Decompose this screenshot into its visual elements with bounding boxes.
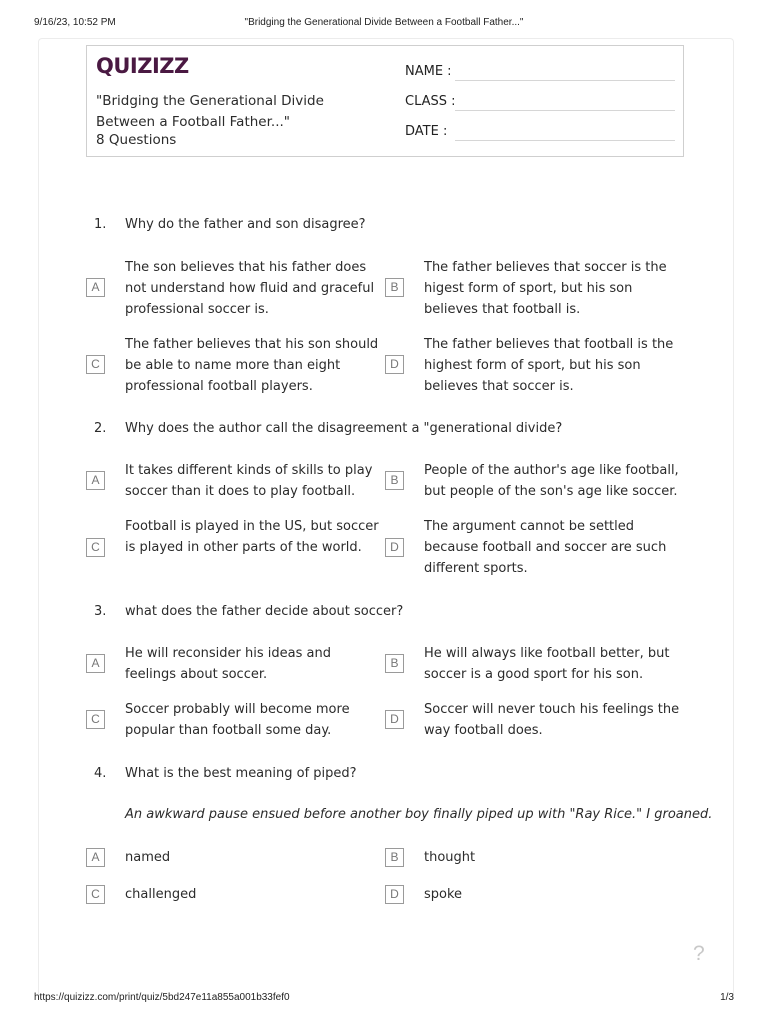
quiz-header <box>86 45 684 157</box>
print-page-title: "Bridging the Generational Divide Between a Football Father..." <box>244 17 524 28</box>
option-1b[interactable] <box>385 257 685 317</box>
date-field <box>405 124 675 144</box>
option-4c[interactable] <box>86 885 386 909</box>
option-letter-box: D <box>385 538 404 557</box>
option-text: The argument cannot be settled because football and soccer are such different sports. <box>424 519 667 576</box>
option-text: People of the author's age like football, but people of the son's age like soccer. <box>424 463 679 499</box>
class-label: CLASS : <box>405 94 456 109</box>
option-text: spoke <box>424 887 463 902</box>
option-letter-box: C <box>86 885 105 904</box>
option-letter-box: D <box>385 710 404 729</box>
question-text: Why do the father and son disagree? <box>125 217 366 232</box>
name-label: NAME : <box>405 64 452 79</box>
option-letter-box: C <box>86 710 105 729</box>
option-2a[interactable] <box>86 460 386 520</box>
question-text: What is the best meaning of piped? <box>125 766 357 781</box>
question-number: 1. <box>94 217 107 232</box>
date-line <box>455 140 675 141</box>
option-text: challenged <box>125 887 197 902</box>
class-line <box>455 110 675 111</box>
option-text: It takes different kinds of skills to play soccer than it does to play football. <box>125 463 373 499</box>
quizizz-logo: QUIZIZZ <box>96 54 189 78</box>
option-2b[interactable] <box>385 460 685 520</box>
option-4a[interactable] <box>86 848 386 872</box>
option-text: He will reconsider his ideas and feelings about soccer. <box>125 646 331 682</box>
question-text: what does the father decide about soccer? <box>125 604 404 619</box>
print-page-number: 1/3 <box>720 992 734 1003</box>
question-passage: An awkward pause ensued before another boy finally piped up with "Ray Rice." I groaned. <box>125 807 713 822</box>
print-datetime: 9/16/23, 10:52 PM <box>34 17 116 28</box>
print-footer <box>34 992 734 1006</box>
option-1a[interactable] <box>86 257 386 317</box>
option-4b[interactable] <box>385 848 685 872</box>
option-letter-box: B <box>385 278 404 297</box>
option-letter-box: A <box>86 278 105 297</box>
option-text: named <box>125 850 171 865</box>
option-3a[interactable] <box>86 643 386 703</box>
option-letter-box: C <box>86 538 105 557</box>
name-field <box>405 64 675 84</box>
name-line <box>455 80 675 81</box>
option-3c[interactable] <box>86 699 386 759</box>
option-letter-box: B <box>385 654 404 673</box>
option-text: Soccer will never touch his feelings the way football does. <box>424 702 680 738</box>
option-1c[interactable] <box>86 334 386 394</box>
option-text: The son believes that his father does not understand how fluid and graceful professional soccer is. <box>125 260 375 317</box>
option-text: thought <box>424 850 476 865</box>
option-text: The father believes that soccer is the higest form of sport, but his son believes that football is. <box>424 260 667 317</box>
question-count: 8 Questions <box>96 132 177 148</box>
option-letter-box: A <box>86 848 105 867</box>
option-3b[interactable] <box>385 643 685 703</box>
option-text: Soccer probably will become more popular than football some day. <box>125 702 350 738</box>
option-1d[interactable] <box>385 334 685 394</box>
date-label: DATE : <box>405 124 448 139</box>
help-icon[interactable]: ? <box>693 942 705 965</box>
question-text: Why does the author call the disagreement a "generational divide? <box>125 421 563 436</box>
option-letter-box: A <box>86 471 105 490</box>
option-letter-box: D <box>385 885 404 904</box>
option-letter-box: D <box>385 355 404 374</box>
quiz-title: "Bridging the Generational Divide Between a Football Father..." <box>96 93 324 130</box>
option-4d[interactable] <box>385 885 685 909</box>
option-2c[interactable] <box>86 516 386 576</box>
question-number: 4. <box>94 766 107 781</box>
option-text: The father believes that his son should be able to name more than eight professional football players. <box>125 337 379 394</box>
option-3d[interactable] <box>385 699 685 759</box>
option-letter-box: B <box>385 471 404 490</box>
option-2d[interactable] <box>385 516 685 576</box>
option-letter-box: C <box>86 355 105 374</box>
option-text: Football is played in the US, but soccer is played in other parts of the world. <box>125 519 379 555</box>
question-number: 2. <box>94 421 107 436</box>
option-text: The father believes that football is the highest form of sport, but his son believes that soccer is. <box>424 337 674 394</box>
option-letter-box: B <box>385 848 404 867</box>
option-text: He will always like football better, but soccer is a good sport for his son. <box>424 646 670 682</box>
class-field <box>405 94 675 114</box>
print-url: https://quizizz.com/print/quiz/5bd247e11a855a001b33fef0 <box>34 992 290 1003</box>
option-letter-box: A <box>86 654 105 673</box>
print-header <box>34 17 734 31</box>
question-number: 3. <box>94 604 107 619</box>
